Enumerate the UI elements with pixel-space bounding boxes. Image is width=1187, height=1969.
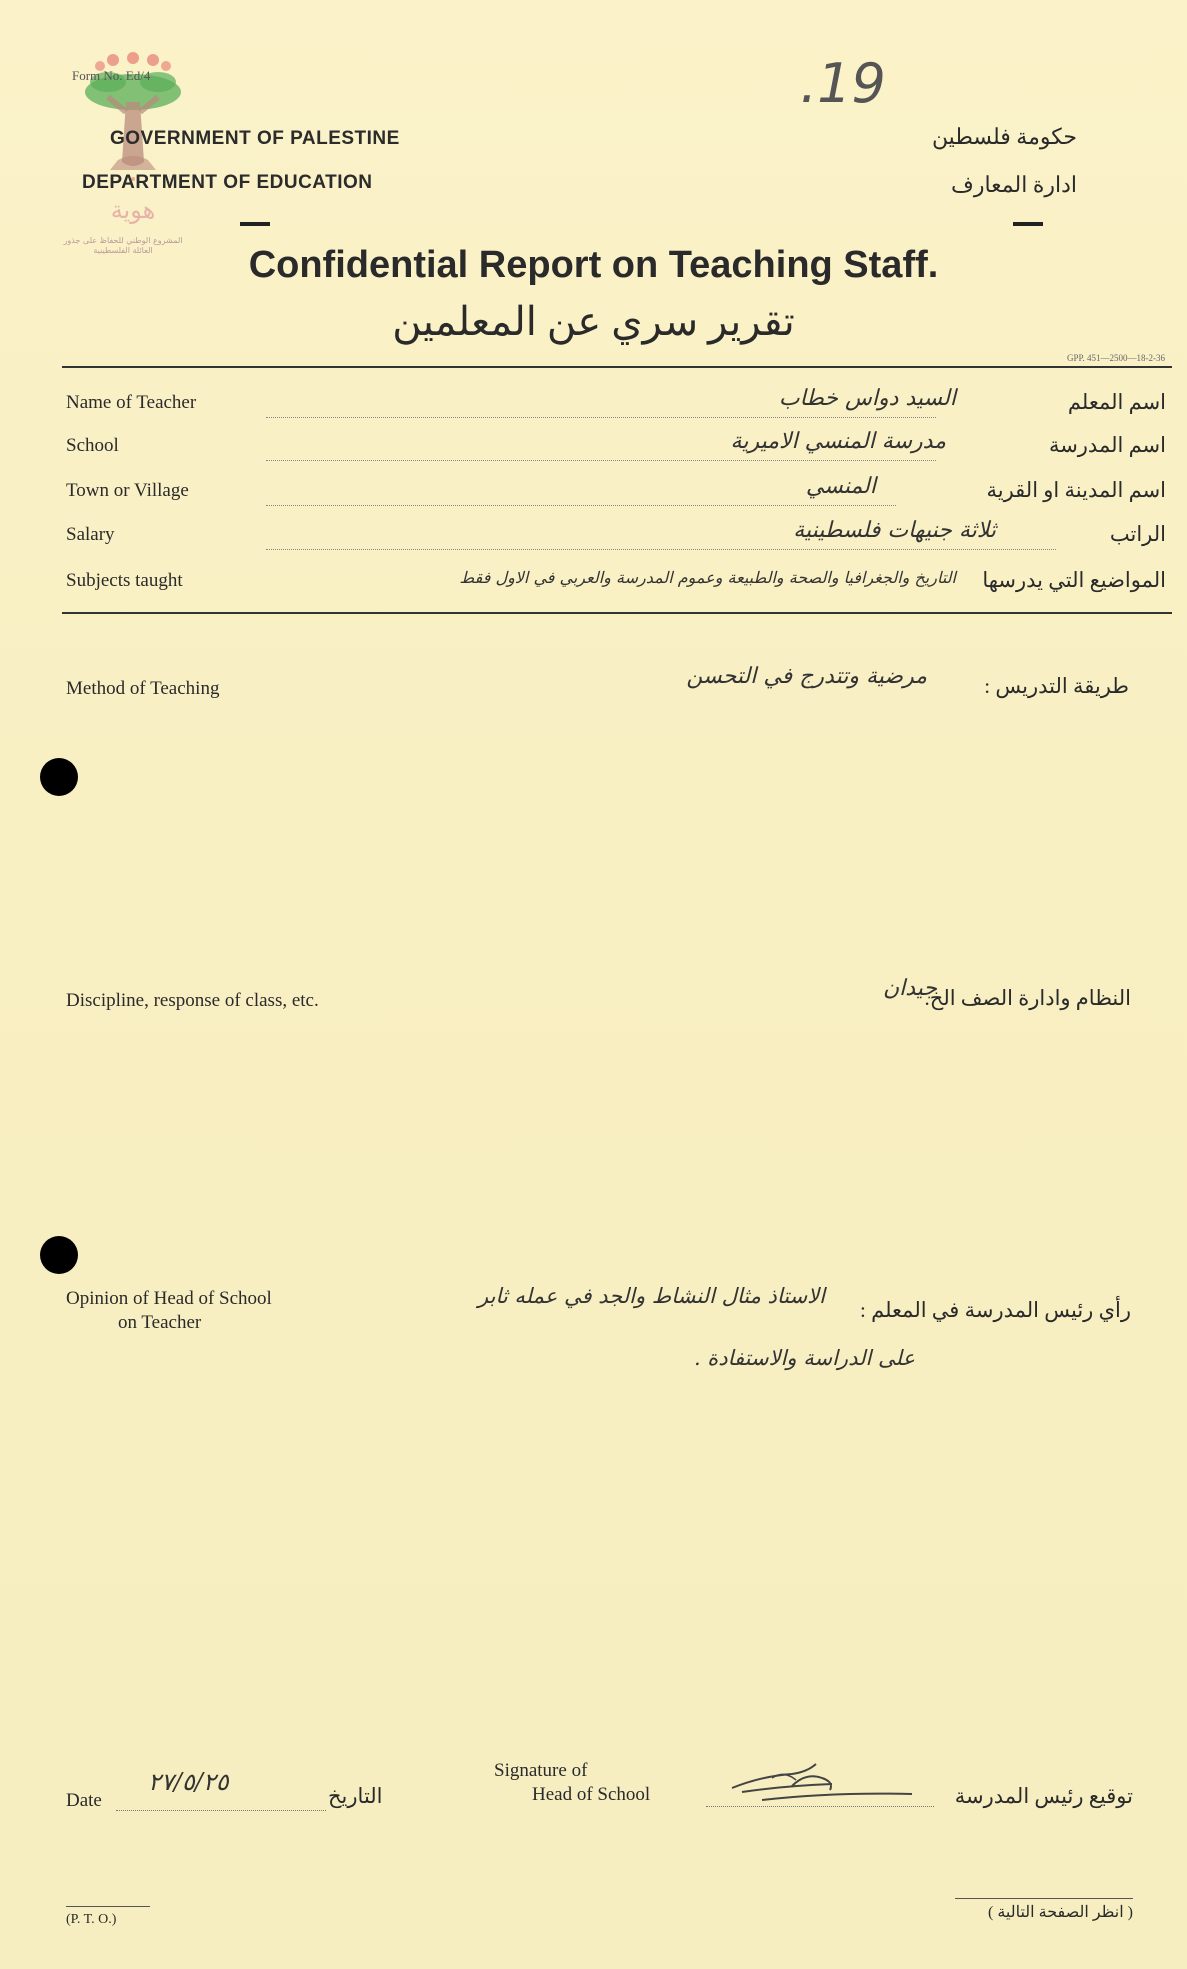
pto-ar: ( انظر الصفحة التالية ) xyxy=(987,1904,1133,1921)
punch-hole-bottom xyxy=(40,1236,78,1274)
watermark-caption: المشروع الوطني للحفاظ على جذور العائلة الفلسطينية xyxy=(63,236,183,256)
field-subjects xyxy=(66,562,1166,606)
fields-rule xyxy=(62,612,1172,614)
signature-label-ar: توقيع رئيس المدرسة xyxy=(954,1784,1133,1808)
government-heading-ar: حكومة فلسطين xyxy=(931,124,1077,149)
field-label-en: School xyxy=(66,435,119,456)
field-label-en: Town or Village xyxy=(66,480,189,501)
form-number: Form No. Ed/4 xyxy=(72,68,151,83)
department-heading-ar: ادارة المعارف xyxy=(951,172,1077,197)
header-divider-left xyxy=(240,222,270,226)
field-label-ar: اسم المعلم xyxy=(1067,390,1166,414)
field-label-en: Salary xyxy=(66,524,115,545)
field-label-ar: المواضيع التي يدرسها xyxy=(982,568,1166,592)
discipline-label-ar: النظام وادارة الصف الخ. xyxy=(924,986,1131,1010)
opinion-label-ar: رأي رئيس المدرسة في المعلم : xyxy=(860,1298,1131,1322)
date-label-ar: التاريخ xyxy=(328,1784,383,1808)
opinion-label-en-2: on Teacher xyxy=(118,1312,202,1333)
discipline-value: جيدان xyxy=(882,976,937,1001)
government-heading-en: GOVERNMENT OF PALESTINE xyxy=(110,128,400,149)
field-label-ar: اسم المدرسة xyxy=(1048,433,1166,457)
signature-label-2: Head of School xyxy=(532,1784,651,1805)
watermark-brand: هوية xyxy=(110,196,156,224)
field-label-ar: اسم المدينة او القرية xyxy=(986,478,1166,502)
field-school xyxy=(66,427,1166,471)
date-value: ٢٧/٥/٢٥ xyxy=(148,1768,229,1796)
opinion-value-line1: الاستاذ مثال النشاط والجد في عمله ثابر xyxy=(478,1284,825,1308)
pto-en: (P. T. O.) xyxy=(66,1912,117,1927)
discipline-label-en: Discipline, response of class, etc. xyxy=(66,990,319,1011)
method-label-en: Method of Teaching xyxy=(66,678,220,699)
signature-label-1: Signature of xyxy=(494,1760,588,1781)
field-label-en: Subjects taught xyxy=(66,570,183,591)
field-value: ثلاثة جنيهات فلسطينية xyxy=(793,518,996,543)
opinion-label-en-1: Opinion of Head of School xyxy=(66,1288,272,1309)
report-title-ar: تقرير سري عن المعلمين xyxy=(392,299,795,344)
field-label-ar: الراتب xyxy=(1109,522,1166,546)
opinion-value-line2: على الدراسة والاستفادة . xyxy=(693,1346,915,1370)
top-rule xyxy=(62,366,1172,368)
print-code: GPP. 451—2500—18-2-36 xyxy=(1066,353,1165,363)
field-value: التاريخ والجغرافيا والصحة والطبيعة وعموم المدرسة والعربي في الاول فقط xyxy=(459,568,956,587)
header-divider-right xyxy=(1013,222,1043,226)
field-value: مدرسة المنسي الاميرية xyxy=(730,429,946,454)
field-value: السيد دواس خطاب xyxy=(778,386,956,411)
date-label-en: Date xyxy=(66,1790,102,1811)
method-value: مرضية وتتدرج في التحسن xyxy=(686,664,927,689)
signature-scribble-icon xyxy=(722,1752,922,1810)
department-heading-en: DEPARTMENT OF EDUCATION xyxy=(82,172,373,193)
report-title-en: Confidential Report on Teaching Staff. xyxy=(248,244,939,286)
field-value: المنسي xyxy=(805,474,876,499)
punch-hole-top xyxy=(40,758,78,796)
field-salary xyxy=(66,516,1166,560)
field-town xyxy=(66,472,1166,516)
page-number: .19 xyxy=(800,52,886,115)
method-label-ar: طريقة التدريس : xyxy=(984,674,1129,698)
field-teacher-name xyxy=(66,384,1166,428)
head-signature xyxy=(722,1752,922,1810)
field-label-en: Name of Teacher xyxy=(66,392,197,413)
